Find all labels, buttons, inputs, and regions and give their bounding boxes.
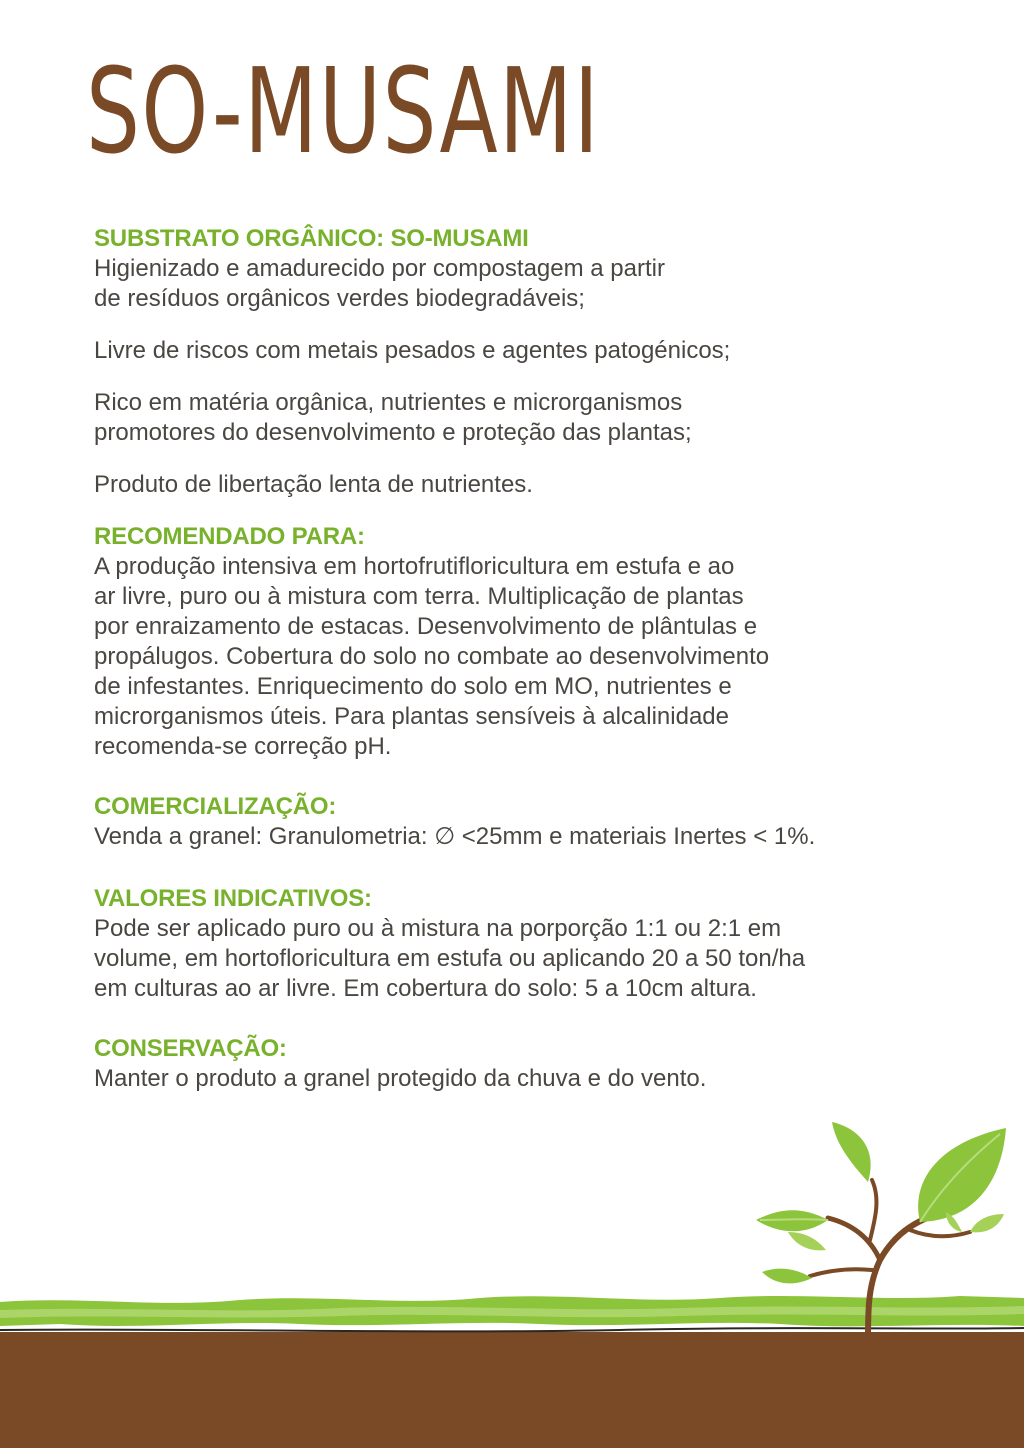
page-title: SO-MUSAMI: [86, 42, 601, 180]
section-heading: COMERCIALIZAÇÃO:: [94, 793, 337, 820]
section-heading: CONSERVAÇÃO:: [94, 1035, 287, 1062]
section-recomendado: [94, 522, 954, 762]
paragraph: Produto de libertação lenta de nutrientes.: [94, 471, 533, 498]
paragraph: Livre de riscos com metais pesados e agentes patogénicos;: [94, 337, 731, 364]
paragraph: Manter o produto a granel protegido da chuva e do vento.: [94, 1065, 707, 1092]
section-conservacao: [94, 1034, 954, 1094]
paragraph: Pode ser aplicado puro ou à mistura na porporção 1:1 ou 2:1 em volume, em hortofloricultura em estufa ou aplicando 20 a 50 ton/ha em culturas ao ar livre. Em cobertura do solo: 5 a 10cm altura.: [94, 915, 806, 1002]
sprout-icon: [740, 1120, 1024, 1340]
section-substrato: [94, 224, 954, 500]
paragraph: Higienizado e amadurecido por compostagem a partir de resíduos orgânicos verdes biodegradáveis;: [94, 255, 665, 312]
main-content: [94, 224, 954, 1122]
section-heading: RECOMENDADO PARA:: [94, 523, 365, 550]
section-heading: SUBSTRATO ORGÂNICO: SO-MUSAMI: [94, 225, 529, 252]
paragraph: Rico em matéria orgânica, nutrientes e microrganismos promotores do desenvolvimento e proteção das plantas;: [94, 389, 692, 446]
paragraph: A produção intensiva em hortofrutifloricultura em estufa e ao ar livre, puro ou à mistura com terra. Multiplicação de plantas por enraizamento de estacas. Desenvolvimento de plântulas e propálugos. Cobertura do solo no combate ao desenvolvimento de infestantes. Enriquecimento do solo em MO, nutrientes e microrganismos úteis. Para plantas sensíveis à alcalinidade recomenda-se correção pH.: [94, 553, 770, 760]
section-heading: VALORES INDICATIVOS:: [94, 885, 372, 912]
section-valores: [94, 884, 954, 1004]
paragraph: Venda a granel: Granulometria: ∅ <25mm e materiais Inertes < 1%.: [94, 823, 816, 850]
section-comercializacao: [94, 792, 954, 852]
